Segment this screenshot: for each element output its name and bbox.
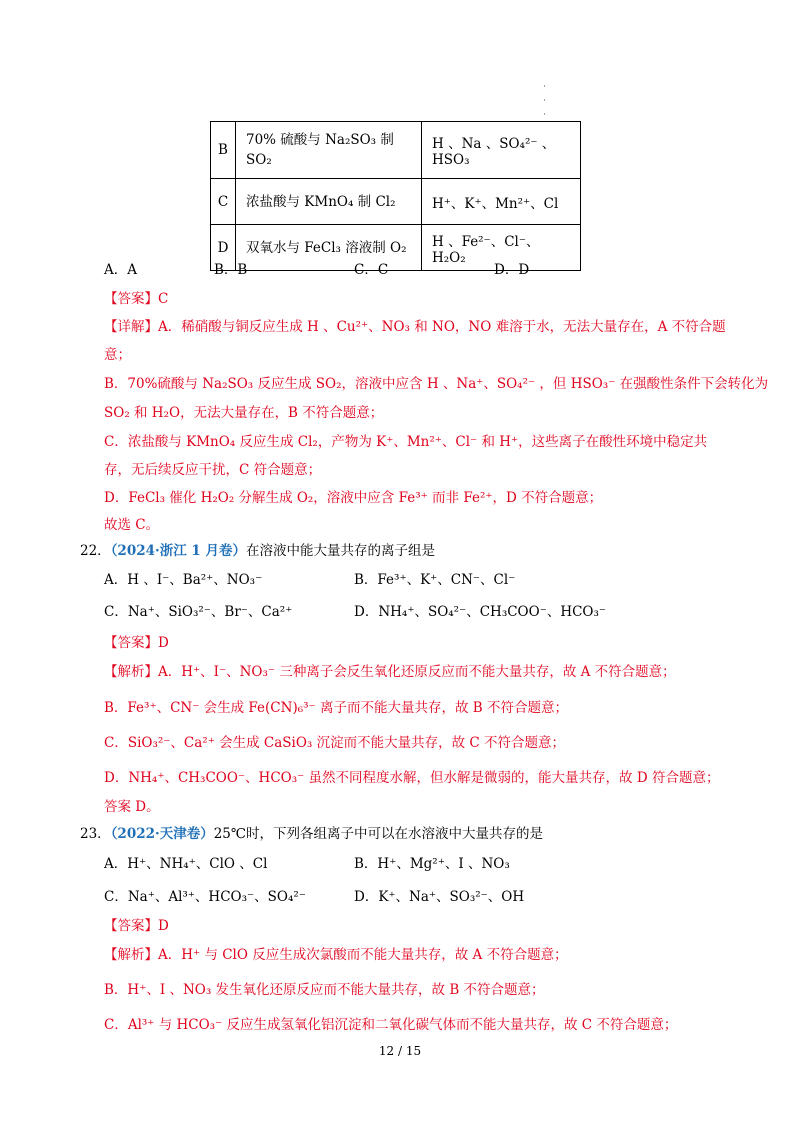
q21-detail-line: SO₂ 和 H₂O，无法大量存在，B 不符合题意；	[104, 405, 384, 421]
q22-analysis-line: B．Fe³⁺、CN⁻ 会生成 Fe(CN)₆³⁻ 离子而不能大量共存，故 B 不符合题意；	[104, 700, 568, 716]
question-number: 23．	[80, 826, 111, 842]
q23-answer: 【答案】D	[104, 918, 169, 934]
table-row	[211, 122, 581, 179]
q21-detail-line: C．浓盐酸与 KMnO₄ 反应生成 Cl₂，产物为 K⁺、Mn²⁺、Cl⁻ 和 H⁺，这些离子在酸性环境中稳定共	[104, 434, 708, 450]
q21-detail-line: 存，无后续反应干扰，C 符合题意；	[104, 462, 322, 478]
q23-option-a: A．H⁺、NH₄⁺、ClO 、Cl	[104, 856, 268, 872]
q23-option-d: D．K⁺、Na⁺、SO₃²⁻、OH	[354, 889, 525, 905]
table-cell-label: C	[211, 179, 236, 225]
q21-detail-line: 【详解】A．稀硝酸与铜反应生成 H 、Cu²⁺、NO₃ 和 NO，NO 难溶于水，无法大量存在，A 不符合题	[104, 319, 726, 335]
table-cell-reaction: 70% 硫酸与 Na₂SO₃ 制 SO₂	[236, 122, 422, 179]
question-source: （2022·天津卷）	[110, 826, 214, 842]
table-cell-reaction: 浓盐酸与 KMnO₄ 制 Cl₂	[236, 179, 422, 225]
page-number: 12 / 15	[378, 1044, 422, 1058]
table-cell-ions: H 、Fe²⁻、Cl⁻、H₂O₂	[422, 225, 581, 271]
q22-analysis-line: 【解析】A．H⁺、I⁻、NO₃⁻ 三种离子会反生氧化还原反应而不能大量共存，故 A 不符合题意；	[104, 664, 676, 680]
q23-option-b: B．H⁺、Mg²⁺、I 、NO₃	[354, 856, 510, 872]
q22-option-c: C．Na⁺、SiO₃²⁻、Br⁻、Ca²⁺	[104, 604, 293, 620]
table-cell-ions: H 、Na 、SO₄²⁻ 、HSO₃	[422, 122, 581, 179]
question-stem: 在溶液中能大量共存的离子组是	[246, 543, 436, 559]
q23-header	[80, 822, 543, 842]
q22-option-a: A．H 、I⁻、Ba²⁺、NO₃⁻	[104, 572, 263, 588]
q21-detail-line: 故选 C。	[104, 517, 160, 533]
margin-dots: · · ·	[543, 82, 546, 120]
options-table	[210, 121, 581, 271]
q22-analysis-line: D．NH₄⁺、CH₃COO⁻、HCO₃⁻ 虽然不同程度水解，但水解是微弱的，能大量共存，故 D 符合题意；	[104, 770, 720, 786]
q22-analysis-line: C．SiO₃²⁻、Ca²⁺ 会生成 CaSiO₃ 沉淀而不能大量共存，故 C 不符合题意；	[104, 735, 566, 751]
q21-option-a: A．A	[104, 262, 137, 278]
q21-detail-line: D．FeCl₃ 催化 H₂O₂ 分解生成 O₂，溶液中应含 Fe³⁺ 而非 Fe²⁺，D 不符合题意；	[104, 490, 603, 506]
question-stem: 25℃时，下列各组离子中可以在水溶液中大量共存的是	[213, 826, 543, 842]
q22-header	[80, 539, 435, 559]
question-source: （2024·浙江 1 月卷）	[110, 543, 247, 559]
q23-option-c: C．Na⁺、Al³⁺、HCO₃⁻、SO₄²⁻	[104, 889, 306, 905]
q22-analysis-line: 答案 D。	[104, 799, 160, 815]
q23-analysis-line: C．Al³⁺ 与 HCO₃⁻ 反应生成氢氧化铝沉淀和二氧化碳气体而不能大量共存，故 C 不符合题意；	[104, 1017, 678, 1033]
q21-option-b: B．B	[214, 262, 248, 278]
q23-analysis-line: B．H⁺、I 、NO₃ 发生氧化还原反应而不能大量共存，故 B 不符合题意；	[104, 982, 545, 998]
q21-answer: 【答案】C	[104, 291, 169, 307]
table-cell-reaction: 双氧水与 FeCl₃ 溶液制 O₂	[236, 225, 422, 271]
q21-detail-line: B．70%硫酸与 Na₂SO₃ 反应生成 SO₂，溶液中应含 H 、Na⁺、SO₄²⁻ ，但 HSO₃⁻ 在强酸性条件下会转化为	[104, 376, 769, 392]
q23-analysis-line: 【解析】A．H⁺ 与 ClO 反应生成次氯酸而不能大量共存，故 A 不符合题意；	[104, 947, 568, 963]
q21-option-c: C．C	[354, 262, 389, 278]
table-row	[211, 179, 581, 225]
q21-option-d: D．D	[494, 262, 530, 278]
q22-answer: 【答案】D	[104, 635, 169, 651]
table-cell-label: D	[211, 225, 236, 271]
q21-detail-line: 意；	[104, 347, 131, 363]
q22-option-d: D．NH₄⁺、SO₄²⁻、CH₃COO⁻、HCO₃⁻	[354, 604, 607, 620]
table-cell-ions: H⁺、K⁺、Mn²⁺、Cl	[422, 179, 581, 225]
q22-option-b: B．Fe³⁺、K⁺、CN⁻、Cl⁻	[354, 572, 516, 588]
question-number: 22．	[80, 543, 111, 559]
table-cell-label: B	[211, 122, 236, 179]
